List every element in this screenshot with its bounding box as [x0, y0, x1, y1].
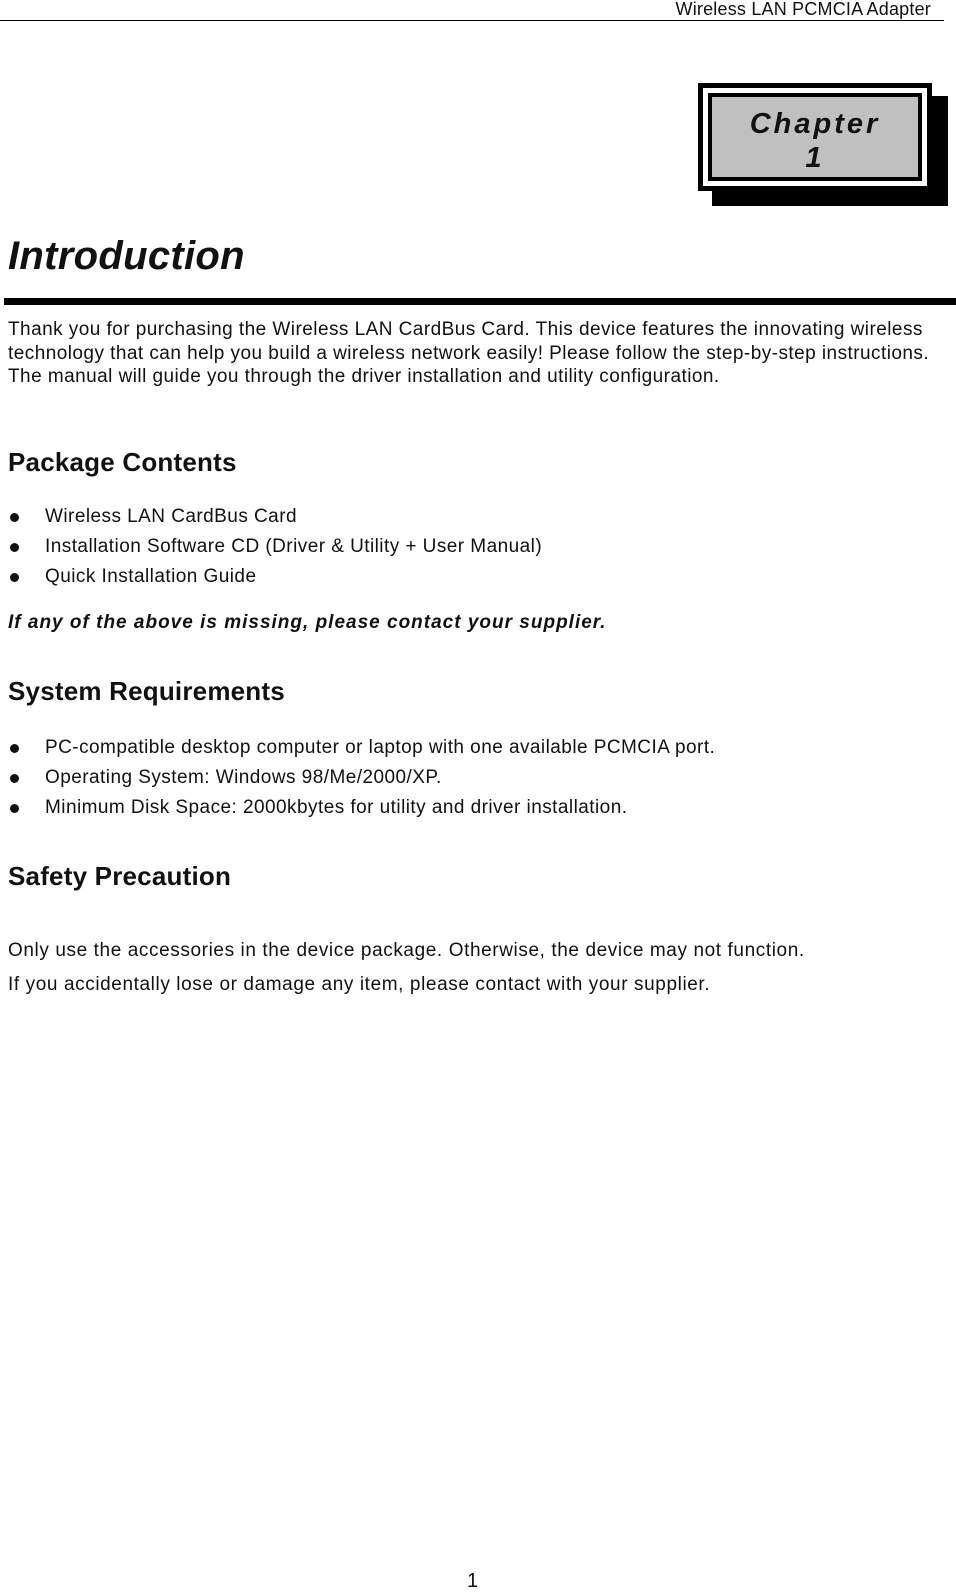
system-requirements-heading: System Requirements: [8, 676, 285, 706]
running-header: [0, 0, 944, 21]
safety-line: If you accidentally lose or damage any item, please contact with your supplier.: [8, 974, 711, 995]
list-item-text: Quick Installation Guide: [45, 566, 257, 587]
list-item: [8, 504, 542, 534]
running-header-title: Wireless LAN PCMCIA Adapter: [675, 0, 931, 19]
package-contents-list: [8, 504, 542, 594]
list-item-text: Wireless LAN CardBus Card: [45, 506, 297, 527]
bullet-icon: [10, 774, 19, 783]
list-item: [8, 765, 715, 795]
list-item: [8, 795, 715, 825]
page-title: Introduction: [8, 234, 245, 278]
page-number: 1: [467, 1570, 479, 1592]
list-item: [8, 735, 715, 765]
chapter-box: [698, 83, 932, 191]
list-item: [8, 564, 542, 594]
chapter-label: Chapter: [749, 108, 881, 140]
safety-precaution-heading: Safety Precaution: [8, 861, 232, 891]
package-contents-heading: Package Contents: [8, 447, 237, 477]
system-requirements-list: [8, 735, 715, 825]
bullet-icon: [10, 744, 19, 753]
safety-line: Only use the accessories in the device package. Otherwise, the device may not function.: [8, 940, 805, 961]
list-item-text: Minimum Disk Space: 2000kbytes for utility and driver installation.: [45, 797, 628, 818]
list-item-text: PC-compatible desktop computer or laptop with one available PCMCIA port.: [45, 737, 716, 758]
bullet-icon: [10, 804, 19, 813]
list-item-text: Operating System: Windows 98/Me/2000/XP.: [45, 767, 442, 788]
intro-paragraph: Thank you for purchasing the Wireless LAN CardBus Card. This device features the innovating wireless technology that can help you build a wireless network easily! Please follow the step-by-step instructions. The manual will guide you through the driver installation and utility configuration.: [8, 319, 930, 388]
list-item-text: Installation Software CD (Driver & Utility + User Manual): [45, 536, 543, 557]
title-rule: [4, 298, 956, 305]
list-item: [8, 534, 542, 564]
missing-items-note: If any of the above is missing, please contact your supplier.: [8, 612, 607, 633]
chapter-number: 1: [805, 142, 825, 174]
bullet-icon: [10, 573, 19, 582]
bullet-icon: [10, 513, 19, 522]
bullet-icon: [10, 543, 19, 552]
chapter-box-inner: [708, 93, 922, 181]
